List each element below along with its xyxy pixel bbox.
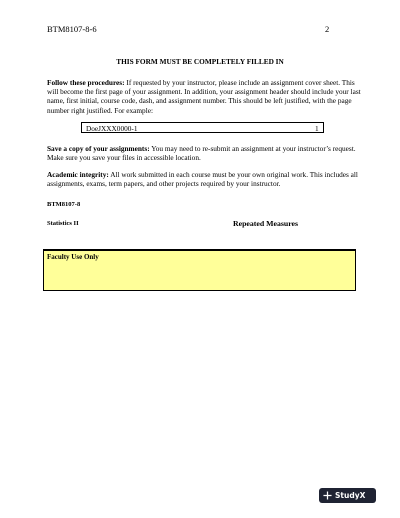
page-number: 2 xyxy=(325,24,330,34)
academic-integrity-text: All work submitted in each course must be your own original work. This includes all assignments, exams, term papers, and other projects required by your instructor. xyxy=(47,170,358,189)
procedures-label: Follow these procedures: xyxy=(47,78,125,87)
academic-integrity-paragraph xyxy=(47,170,367,188)
save-copy-label: Save a copy of your assignments: xyxy=(47,144,150,153)
save-copy-paragraph xyxy=(47,144,367,162)
course-name: Statistics II xyxy=(47,220,79,227)
example-header-text: DoeJXXX0000-1 xyxy=(86,124,138,133)
course-code: BTM8107-8 xyxy=(47,201,81,208)
faculty-use-label: Faculty Use Only xyxy=(47,253,99,261)
example-header-box xyxy=(81,122,324,133)
watermark-label: StudyX xyxy=(335,491,366,500)
faculty-use-box xyxy=(43,249,356,291)
form-title: THIS FORM MUST BE COMPLETELY FILLED IN xyxy=(116,57,284,66)
running-header-code: BTM8107-8-6 xyxy=(47,24,97,34)
academic-integrity-label: Academic integrity: xyxy=(47,170,109,179)
save-copy-text: You may need to re-submit an assignment at your instructor’s request. Make sure you save your files in accessible location. xyxy=(47,144,356,163)
studyx-watermark[interactable] xyxy=(319,488,376,503)
procedures-text: If requested by your instructor, please include an assignment cover sheet. This will become the first page of your assignment. In addition, your assignment header should include your last name, first initial, course code, dash, and assignment number. This should be left justified, with the page number right justified. For example: xyxy=(47,78,361,115)
plus-icon xyxy=(323,491,332,500)
assignment-title: Repeated Measures xyxy=(233,219,299,228)
procedures-paragraph xyxy=(47,78,367,115)
example-page-number: 1 xyxy=(315,124,319,133)
